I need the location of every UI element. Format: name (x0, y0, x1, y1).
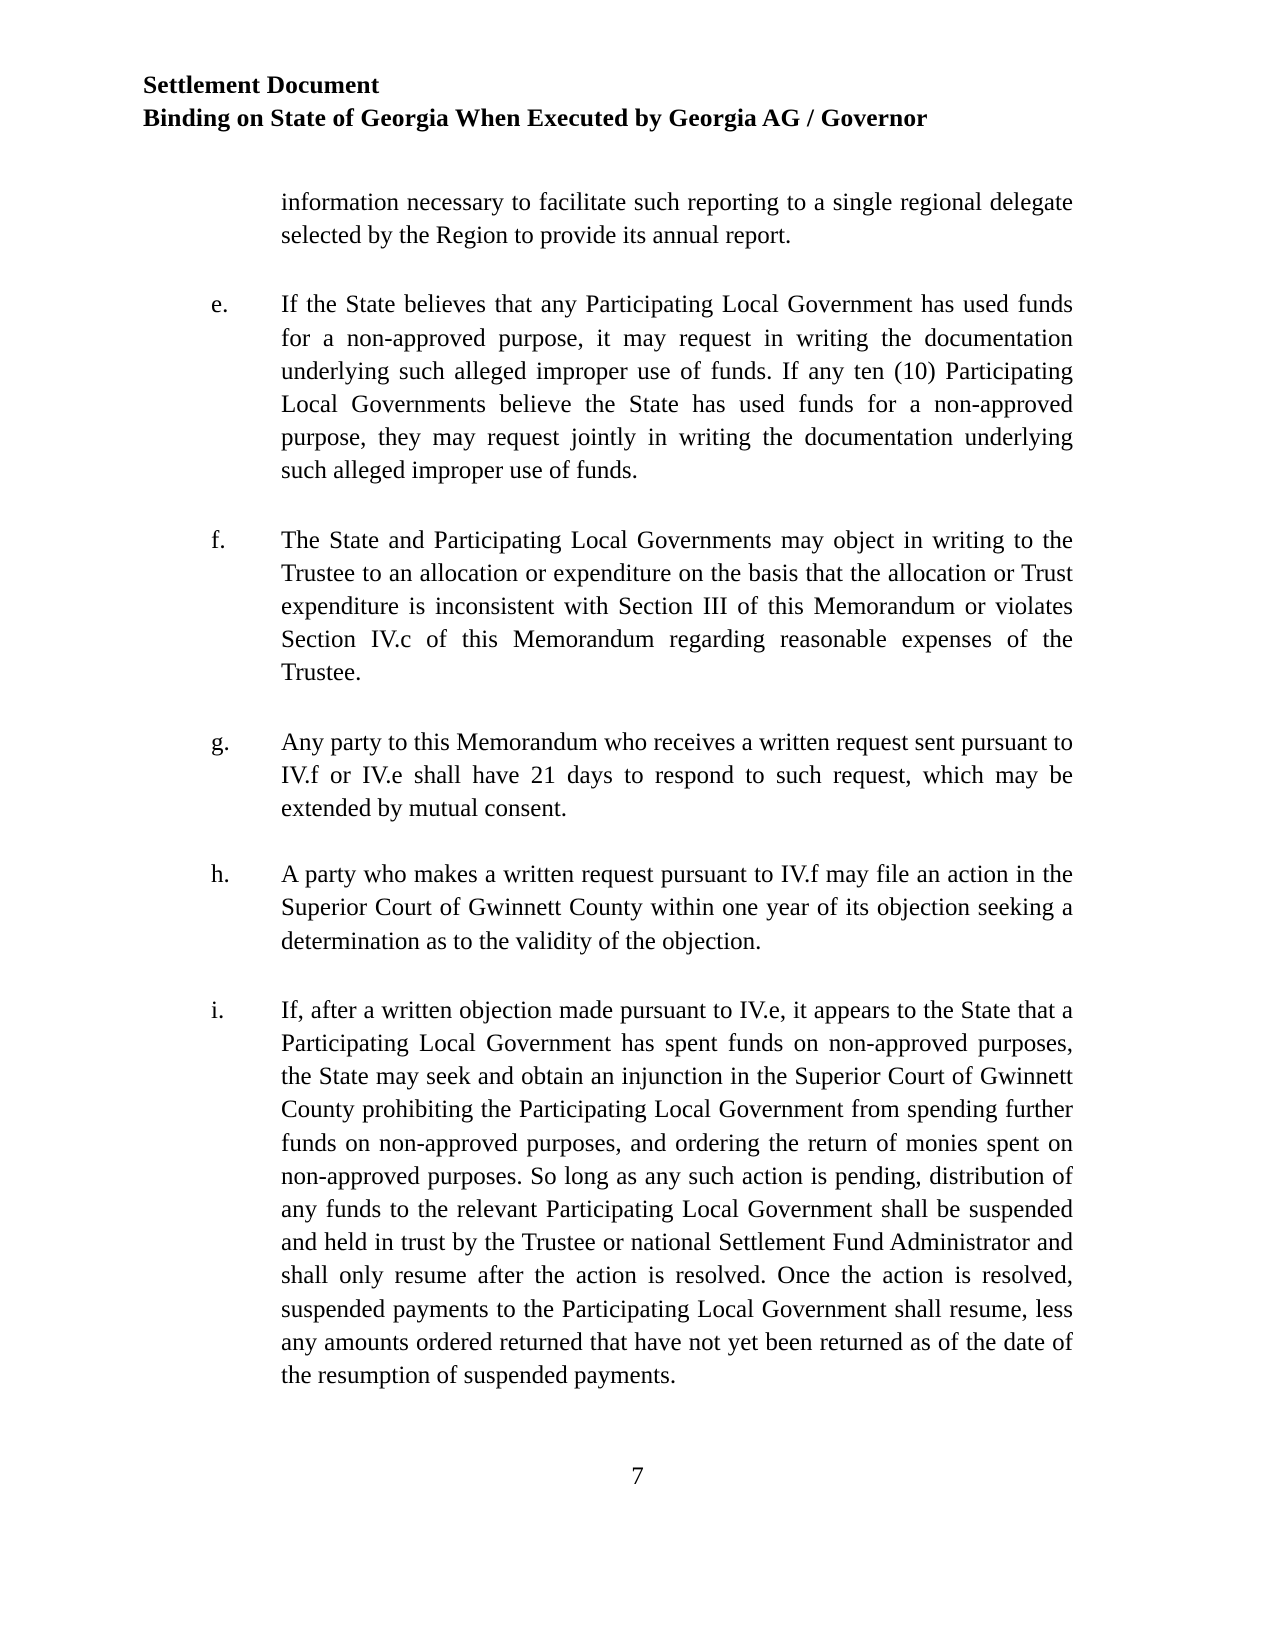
list-item-g-text: Any party to this Memorandum who receives a written request sent pursuant to IV.f or IV.e shall have 21 days to respond to such request, which may be extended by mutual consent. (281, 728, 1073, 823)
list-item-i (211, 994, 1073, 1392)
list-item-e (211, 288, 1073, 487)
list-item-e-text: If the State believes that any Participating Local Government has used funds for a non-approved purpose, it may request in writing the documentation underlying such alleged improper use of funds. If any ten (10) Participating Local Governments believe the State has used funds for a non-approved purpose, they may request jointly in writing the documentation underlying such alleged improper use of funds. (281, 291, 1073, 485)
document-header (143, 68, 1143, 134)
continuation-paragraph: information necessary to facilitate such reporting to a single regional delegate selected by the Region to provide its annual report. (281, 189, 1073, 250)
page-number: 7 (631, 1463, 644, 1490)
list-item-f (211, 524, 1073, 690)
list-item-g (211, 726, 1073, 826)
list-item-h-text: A party who makes a written request pursuant to IV.f may file an action in the Superior Court of Gwinnett County within one year of its objection seeking a determination as to the validity of the objection. (281, 861, 1073, 955)
list-item-h (211, 858, 1073, 958)
list-marker-f: f. (211, 526, 226, 554)
document-body (211, 186, 1073, 1392)
header-line-title: Settlement Document (143, 70, 380, 99)
header-line-binding-statement: Binding on State of Georgia When Executed by Georgia AG / Governor (143, 103, 928, 132)
list-item-i-text: If, after a written objection made pursuant to IV.e, it appears to the State that a Participating Local Government has spent funds on non-approved purposes, the State may seek and obtain an injunction in the Superior Court of Gwinnett County prohibiting the Participating Local Government from spending further funds on non-approved purposes, and ordering the return of monies spent on non-approved purposes. So long as any such action is pending, distribution of any funds to the relevant Participating Local Government shall be suspended and held in trust by the Trustee or national Settlement Fund Administrator and shall only resume after the action is resolved. Once the action is resolved, suspended payments to the Participating Local Government shall resume, less any amounts ordered returned that have not yet been returned as of the date of the resumption of suspended payments. (281, 996, 1073, 1390)
list-marker-h: h. (211, 861, 230, 889)
list-marker-i: i. (211, 996, 225, 1024)
list-marker-e: e. (211, 291, 229, 319)
list-item-f-text: The State and Participating Local Governments may object in writing to the Trustee to an allocation or expenditure on the basis that the allocation or Trust expenditure is inconsistent with Section III of this Memorandum or violates Section IV.c of this Memorandum regarding reasonable expenses of the Trustee. (281, 526, 1073, 687)
list-marker-g: g. (211, 728, 230, 756)
